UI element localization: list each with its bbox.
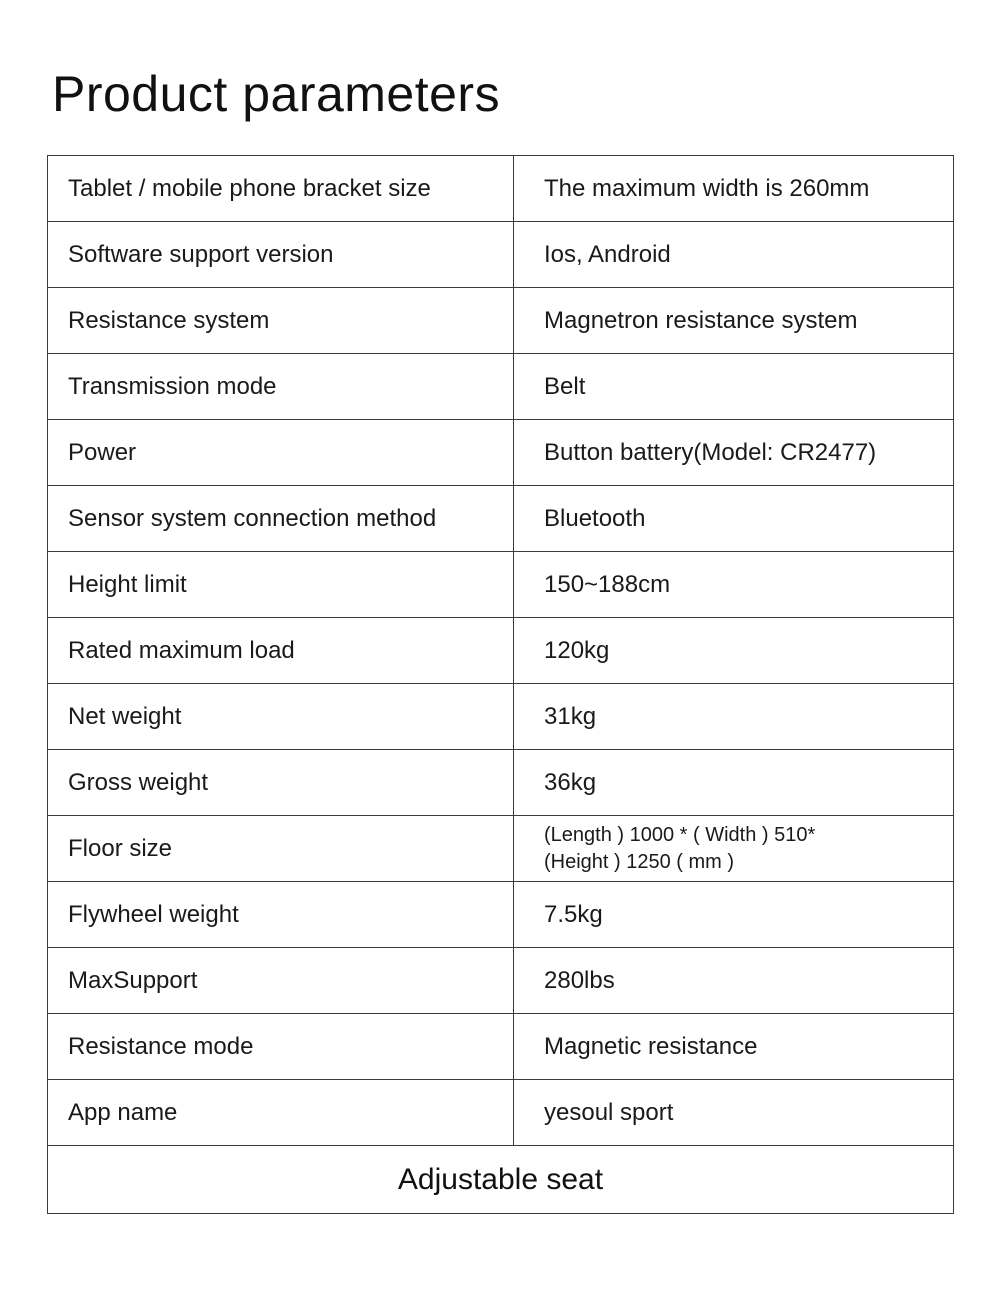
table-row [48, 288, 954, 354]
table-row [48, 750, 954, 816]
spec-value: 120kg [514, 618, 954, 684]
spec-label: Software support version [48, 222, 514, 288]
spec-value: The maximum width is 260mm [514, 156, 954, 222]
spec-label: Floor size [48, 816, 514, 882]
table-footer-row [48, 1146, 954, 1214]
table-row [48, 354, 954, 420]
page-title: Product parameters [52, 66, 501, 122]
table-row [48, 552, 954, 618]
table-row [48, 222, 954, 288]
spec-label: Tablet / mobile phone bracket size [48, 156, 514, 222]
spec-label: Height limit [48, 552, 514, 618]
table-row [48, 618, 954, 684]
spec-value: Magnetron resistance system [514, 288, 954, 354]
spec-label: MaxSupport [48, 948, 514, 1014]
spec-label: Rated maximum load [48, 618, 514, 684]
spec-label: Power [48, 420, 514, 486]
spec-value: Button battery(Model: CR2477) [514, 420, 954, 486]
spec-value: Belt [514, 354, 954, 420]
spec-value: yesoul sport [514, 1080, 954, 1146]
spec-value-line: (Height ) 1250 ( mm ) [544, 850, 735, 873]
spec-value-line: (Length ) 1000 * ( Width ) 510* [544, 823, 816, 846]
table-row [48, 816, 954, 882]
spec-value: 150~188cm [514, 552, 954, 618]
table-row [48, 882, 954, 948]
spec-value: 31kg [514, 684, 954, 750]
spec-value: 280lbs [514, 948, 954, 1014]
spec-label: Sensor system connection method [48, 486, 514, 552]
spec-label: Gross weight [48, 750, 514, 816]
table-row [48, 486, 954, 552]
spec-label: Transmission mode [48, 354, 514, 420]
table-row [48, 156, 954, 222]
footer-cell: Adjustable seat [48, 1146, 954, 1214]
spec-label: Resistance system [48, 288, 514, 354]
spec-value: 7.5kg [514, 882, 954, 948]
spec-value: Ios, Android [514, 222, 954, 288]
table-row [48, 1014, 954, 1080]
spec-label: App name [48, 1080, 514, 1146]
spec-label: Flywheel weight [48, 882, 514, 948]
spec-label: Net weight [48, 684, 514, 750]
spec-label: Resistance mode [48, 1014, 514, 1080]
spec-value [514, 816, 954, 882]
spec-value: Bluetooth [514, 486, 954, 552]
table-row [48, 1080, 954, 1146]
spec-table [47, 155, 954, 1214]
table-row [48, 684, 954, 750]
spec-value: 36kg [514, 750, 954, 816]
table-row [48, 948, 954, 1014]
table-row [48, 420, 954, 486]
spec-value: Magnetic resistance [514, 1014, 954, 1080]
